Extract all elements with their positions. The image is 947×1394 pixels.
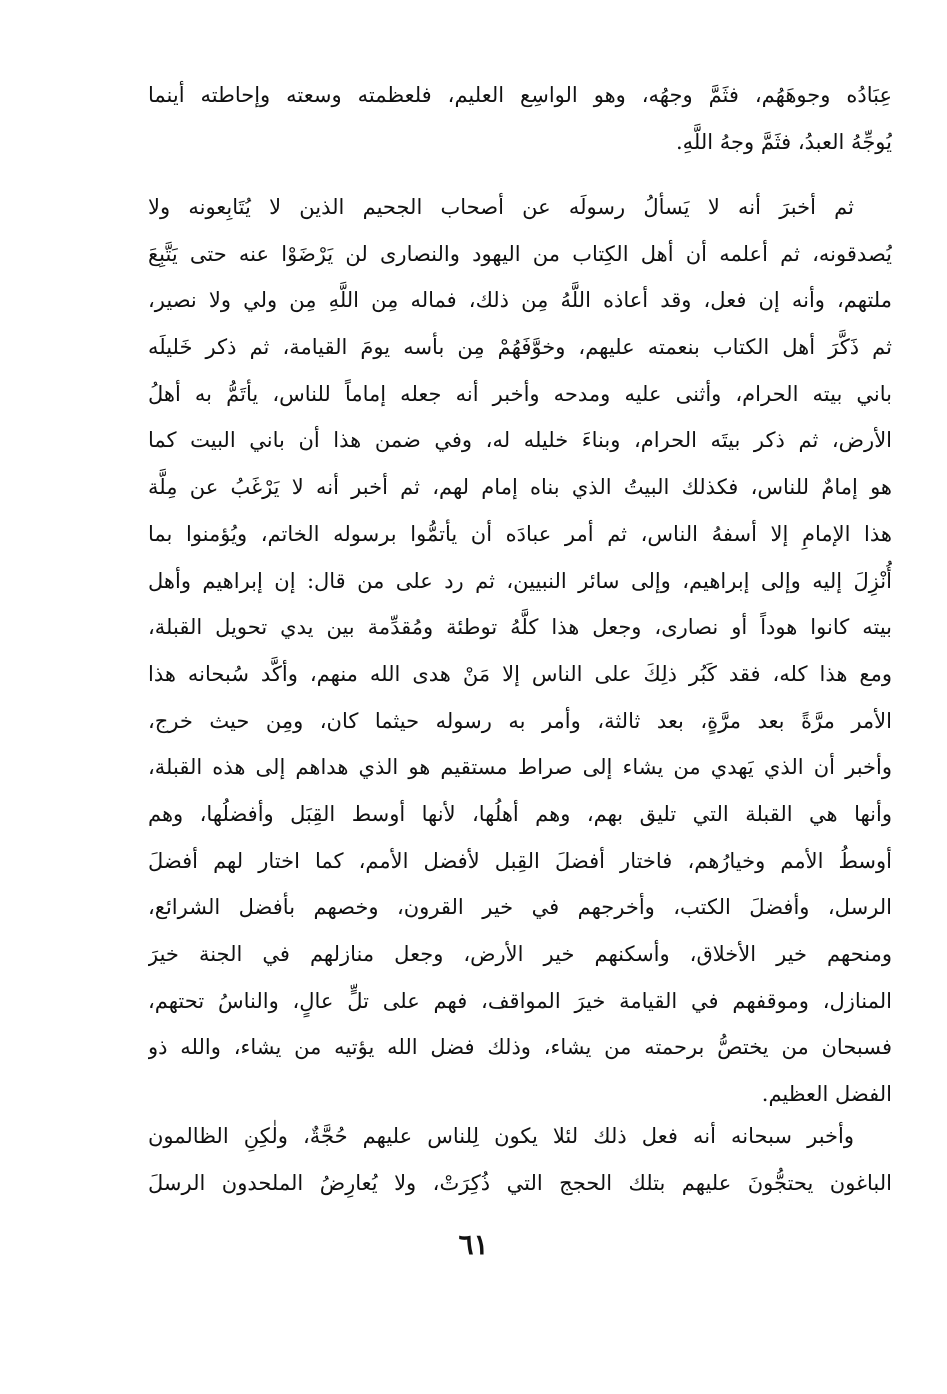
text-line: الأمر مرَّةً بعد مرَّةٍ، بعد ثالثة، وأمر به رسوله حيثما كان، ومِن حيث خرج، — [148, 708, 892, 733]
paragraph-2 — [148, 184, 892, 1118]
paragraph-1 — [148, 72, 892, 165]
text-line: يُصدقونه، ثم أعلمه أن أهل الكِتاب من اليهود والنصارى لن يَرْضَوْا عنه حتى يَتَّبِعَ — [148, 241, 892, 266]
text-line: ملتهم، وأنه إن فعل، وقد أعاذه اللَّهُ مِن ذلك، فماله مِن اللَّهِ مِن ولي ولا نصير، — [148, 288, 892, 313]
text-line: هو إمامٌ للناس، فكذلك البيتُ الذي بناه إمام لهم، ثم أخبر أنه لا يَرْغَبُ عن مِلَّة — [148, 475, 892, 500]
text-line: وأخبر سبحانه أنه فعل ذلك لئلا يكون لِلناس عليهم حُجَّةٌ، ولٰكِنِ الظالمون — [148, 1124, 854, 1148]
text-line: باني بيته الحرام، وأثنى عليه ومدحه وأخبر أنه جعله إماماً للناس، يأتَمُّ به أهلُ — [148, 381, 892, 406]
text-line: يُوجِّهُ العبدُ، فثَمَّ وجهُ اللَّهِ. — [676, 129, 892, 154]
text-line: بيته كانوا هوداً أو نصارى، وجعل هذا كلَّهُ توطئة ومُقدِّمة بين يدي تحويل القبلة، — [148, 615, 892, 640]
text-line: أوسطُ الأمم وخيارُهم، فاختار أفضلَ القِبل لأفضل الأمم، كما اختار لهم أفضلَ — [148, 848, 892, 873]
text-line: وأخبر أن الذي يَهدي من يشاء إلى صراط مستقيم هو الذي هداهم إلى هذه القبلة، — [148, 755, 892, 780]
text-line: ثم ذَكَّرَ أهل الكتاب بنعمته عليهم، وخوَّفَهُمْ مِن بأسه يومَ القيامة، ثم ذكر خَليلَه — [148, 335, 892, 360]
text-line: عِبَادُه وجوهَهُم، فثَمَّ وجهُه، وهو الواسِع العليم، فلعظمته وسعته وإحاطته أينما — [148, 83, 892, 107]
text-line: المنازل، وموقفهم في القيامة خيرَ المواقف، فهم على تلٍّ عالٍ، والناسُ تحتهم، — [148, 988, 892, 1013]
text-line: أُنْزِلَ إليه وإلى إبراهيم، وإلى سائر النبيين، ثم رد على من قال: إن إبراهيم وأهل — [148, 568, 892, 593]
text-line: الأرض، ثم ذكر بيتَه الحرام، وبناءَ خليله له، وفي ضمن هذا أن باني البيت كما — [148, 428, 892, 453]
text-line: ومنحهم خير الأخلاق، وأسكنهم خير الأرض، وجعل منازلهم في الجنة خيرَ — [148, 942, 892, 966]
text-line: ومع هذا كله، فقد كَبُر ذلِكَ على الناس إلا مَنْ هدى الله منهم، وأكَّد سُبحانه هذا — [148, 661, 892, 686]
text-line: الفضل العظيم. — [761, 1082, 892, 1107]
text-line: فسبحان من يختصُّ برحمته من يشاء، وذلك فضل الله يؤتيه من يشاء، والله ذو — [148, 1035, 892, 1060]
text-line: الرسل، وأفضلَ الكتب، وأخرجهم في خير القرون، وخصهم بأفضل الشرائع، — [148, 895, 892, 920]
paragraph-3 — [148, 1113, 892, 1206]
text-line: هذا الإمامِ إلا أسفهُ الناس، ثم أمر عبادَه أن يأتمُّوا برسوله الخاتم، ويُؤمنوا بما — [148, 521, 892, 546]
text-line: ثم أخبرَ أنه لا يَسألُ رسولَه عن أصحاب الجحيم الذين لا يُتَابِعونه ولا — [148, 195, 854, 219]
text-line: وأنها هي القبلة التي تليق بهم، وهم أهلُها، لأنها أوسط القِبَل وأفضلُها، وهم — [148, 801, 892, 826]
page-number: ٦١ — [458, 1228, 489, 1261]
text-line: الباغون يحتجُّونَ عليهم بتلك الحجج التي ذُكِرَتْ، ولا يُعارِضُ الملحدون الرسلَ — [148, 1170, 892, 1195]
